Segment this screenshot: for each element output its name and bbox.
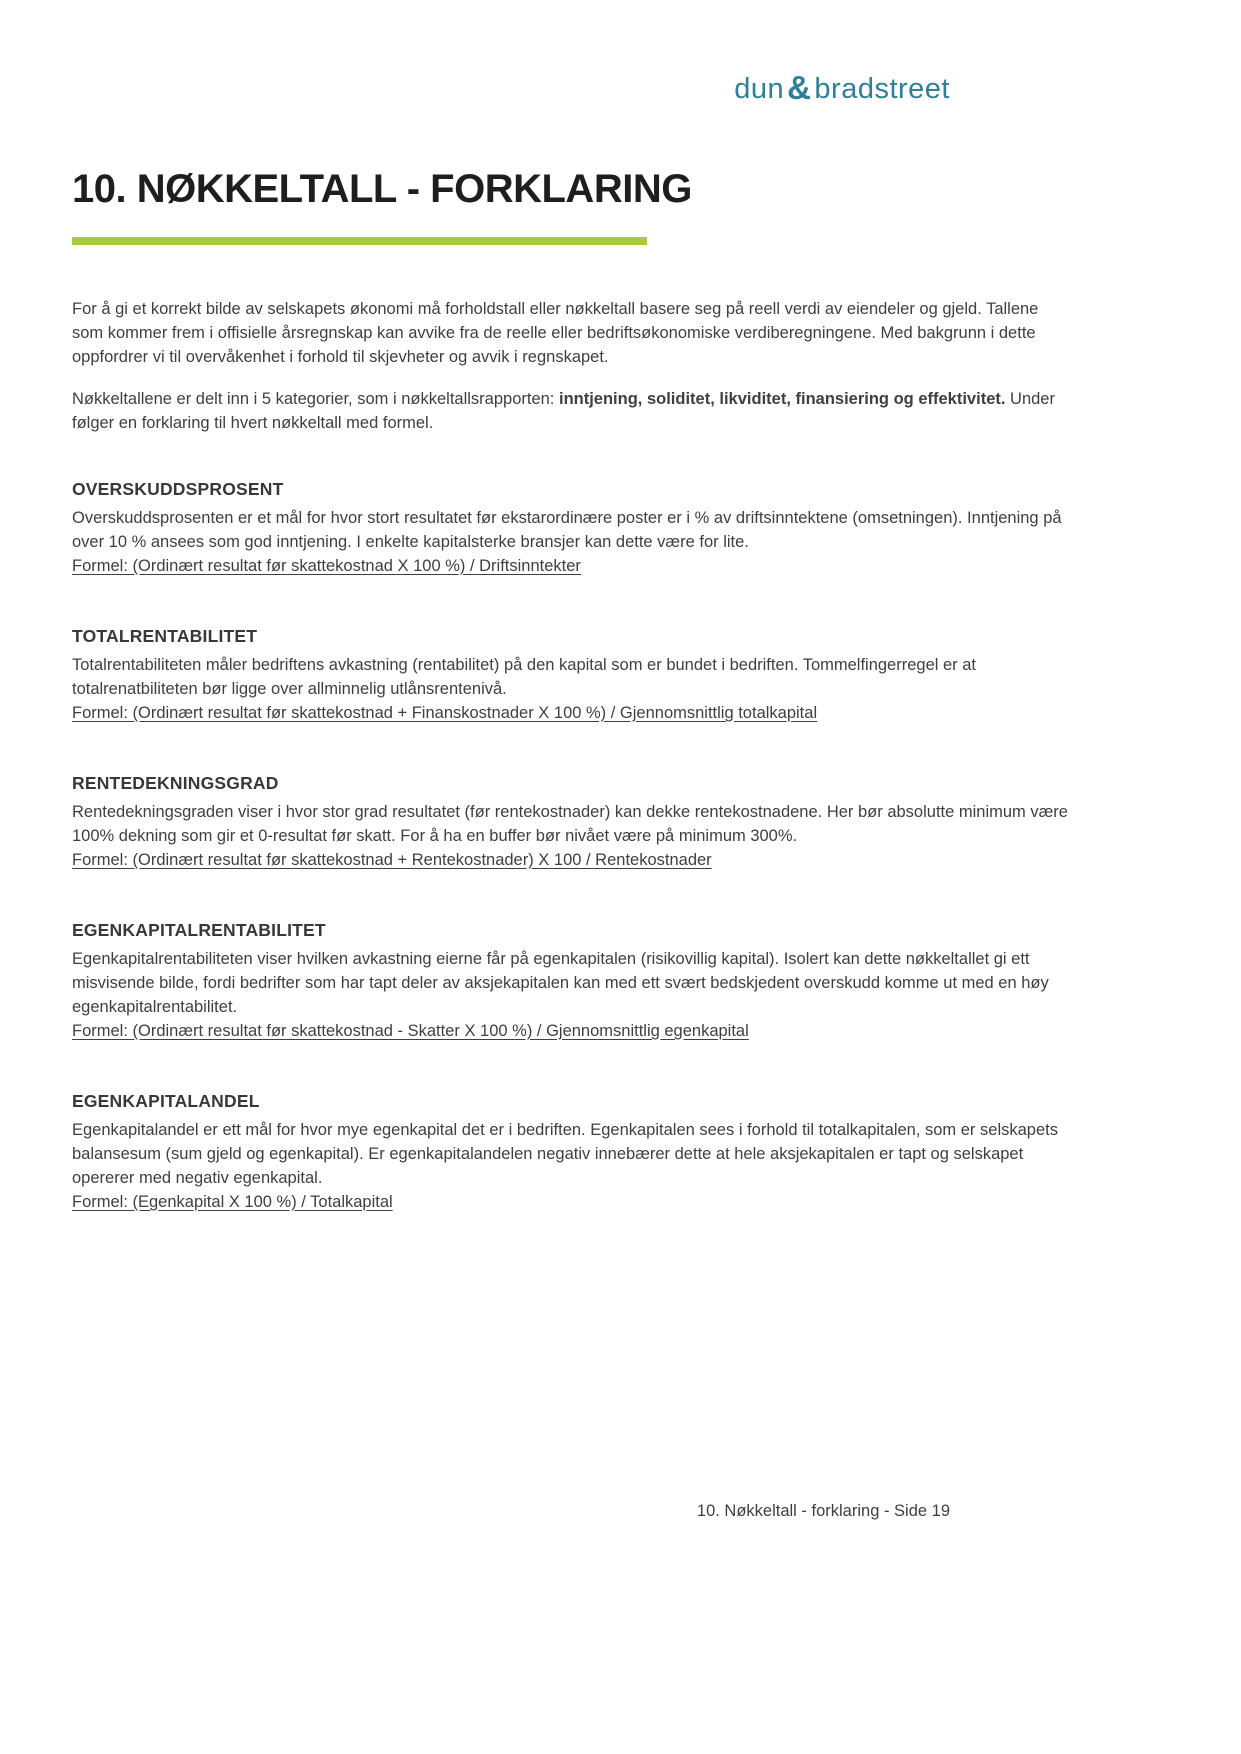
logo-text-dun: dun [734,73,785,105]
section-heading: EGENKAPITALRENTABILITET [72,919,326,940]
formula-line: Formel: (Ordinært resultat før skattekostnad - Skatter X 100 %) / Gjennomsnittlig egenkapital [72,1021,749,1040]
section-egenkapitalandel [72,1089,1072,1214]
section-heading: OVERSKUDDSPROSENT [72,478,284,499]
formula-line: Formel: (Ordinært resultat før skattekostnad X 100 %) / Driftsinntekter [72,556,581,575]
section-heading: RENTEDEKNINGSGRAD [72,772,279,793]
section-body: Rentedekningsgraden viser i hvor stor grad resultatet (før rentekostnader) kan dekke rentekostnadene. Her bør absolutte minimum være 100% dekning som gir et 0-resultat før skatt. For å ha en buffer bør nivået være på minimum 300%. [72,802,1068,845]
intro-p2-text-before: Nøkkeltallene er delt inn i 5 kategorier, som i nøkkeltallsrapporten: [72,389,559,408]
page-footer: 10. Nøkkeltall - forklaring - Side 19 [696,1502,950,1520]
formula-line: Formel: (Egenkapital X 100 %) / Totalkapital [72,1192,393,1211]
dun-and-bradstreet-logo [734,70,950,104]
section-heading: EGENKAPITALANDEL [72,1090,260,1111]
intro-p2-categories-bold: inntjening, soliditet, likviditet, finansiering og effektivitet. [558,389,1006,408]
formula-line: Formel: (Ordinært resultat før skattekostnad + Finanskostnader X 100 %) / Gjennomsnittlig totalkapital [72,703,818,722]
intro-p2-text-after: Under følger en forklaring til hvert nøkkeltall med formel. [72,389,1055,432]
section-heading: TOTALRENTABILITET [72,625,258,646]
section-body: Overskuddsprosenten er et mål for hvor stort resultatet før ekstarordinære poster er i % av driftsinntektene (omsetningen). Inntjening på over 10 % ansees som god inntjening. I enkelte kapitalsterke bransjer kan dette være for lite. [72,508,1062,551]
section-body: Totalrentabiliteten måler bedriftens avkastning (rentabilitet) på den kapital som er bundet i bedriften. Tommelfingerregel er at totalrenatbiliteten bør ligge over allminnelig utlånsrentenivå. [72,655,977,698]
title-accent-bar [72,237,647,245]
header [72,70,1169,104]
section-overskuddsprosent [72,477,1072,578]
section-rentedekningsgrad [72,771,1072,872]
logo-text-bradstreet: bradstreet [814,73,950,105]
key-figure-sections [72,477,1072,1214]
logo-ampersand-icon: & [787,69,812,106]
section-totalrentabilitet [72,624,1072,725]
intro-paragraph-1: For å gi et korrekt bilde av selskapets økonomi må forholdstall eller nøkkeltall basere seg på reell verdi av eiendeler og gjeld. Tallene som kommer frem i offisielle årsregnskap kan avvike fra de reelle eller bedriftsøkonomiske verdiberegningene. Med bakgrunn i dette oppfordrer vi til overvåkenhet i forhold til skjevheter og avvik i regnskapet. [72,299,1039,366]
section-body: Egenkapitalrentabiliteten viser hvilken avkastning eierne får på egenkapitalen (risikovillig kapital). Isolert kan dette nøkkeltallet gi ett misvisende bilde, fordi bedrifter som har tapt deler av aksjekapitalen kan med ett svært bedskjedent overskudd komme ut med en høy egenkapitalrentabilitet. [72,949,1049,1016]
section-egenkapitalrentabilitet [72,918,1072,1043]
document-body [72,297,1072,1214]
section-body: Egenkapitalandel er ett mål for hvor mye egenkapital det er i bedriften. Egenkapitalen sees i forhold til totalkapitalen, som er selskapets balansesum (sum gjeld og egenkapital). Er egenkapitalandelen negativ innebærer dette at hele aksjekapitalen er tapt og selskapet opererer med negativ egenkapital. [72,1120,1058,1187]
formula-line: Formel: (Ordinært resultat før skattekostnad + Rentekostnader) X 100 / Rentekostnader [72,850,712,869]
page-title: 10. NØKKELTALL - FORKLARING [72,167,692,211]
intro-paragraph-2 [72,387,1072,435]
